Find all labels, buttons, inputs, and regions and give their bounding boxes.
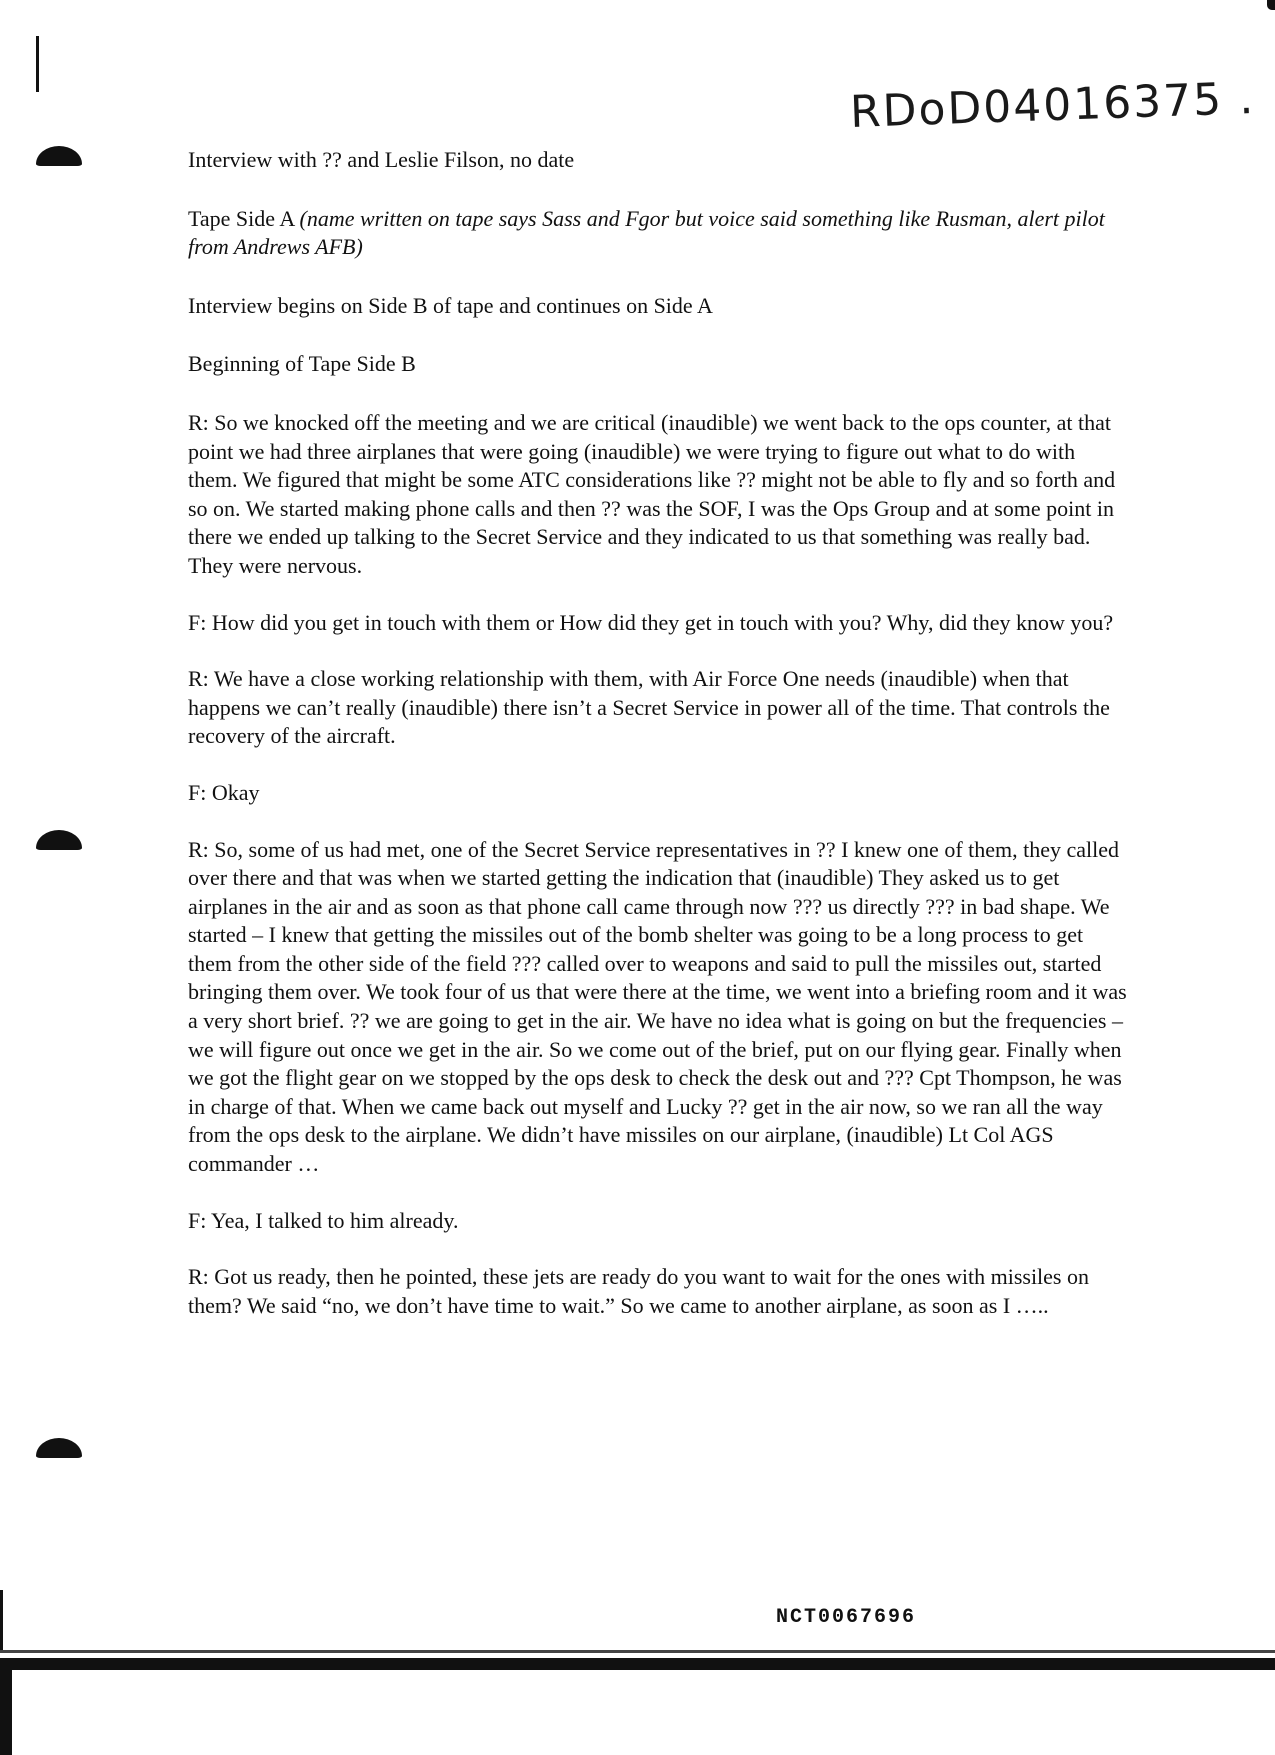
scan-bottom-thin-bar [0,1650,1275,1653]
hole-punch-mark-top [36,146,82,166]
scan-corner-mark [1267,0,1275,10]
hole-punch-mark-middle [36,830,82,850]
transcript-paragraph: R: So, some of us had met, one of the Secret Service representatives in ?? I knew one of them, they called over there and that was when we started getting the indication that (inaudible) They asked us to get airplanes in the air and as soon as that phone call came through now ??? us directly ??? in bad shape. We started – I knew that getting the missiles out of the bomb shelter was going to be a long process to get them from the other side of the field ??? called over to weapons and said to pull the missiles out, started bringing them over. We took four of us that were there at the time, we went into a briefing room and it was a very short brief. ?? we are going to get in the air. We have no idea what is going on but the frequencies – we will figure out once we get in the air. So we come out of the brief, put on our flying gear. Finally when we got the flight gear on we stopped by the ops desk to check the desk out and ??? Cpt Thompson, he was in charge of that. When we came back out myself and Lucky ?? get in the air now, so we ran all the way from the ops desk to the airplane. We didn’t have missiles on our airplane, (inaudible) Lt Col AGS commander … [188,836,1127,1177]
tape-side-a-line [188,205,1128,262]
transcript-paragraph: F: Yea, I talked to him already. [188,1207,459,1233]
transcript-paragraph: R: So we knocked off the meeting and we are critical (inaudible) we went back to the ops counter, at that point we had three airplanes that were going (inaudible) we were trying to figure out what to do with them. We figured that might be some ATC considerations like ?? might not be able to fly and so forth and so on. We started making phone calls and then ?? was the SOF, I was the Ops Group and at some point in there we ended up talking to the Secret Service and they indicated to us that something was really bad. They were nervous. [188,409,1116,578]
scan-left-margin-line [36,36,39,92]
scan-bottom-bar [0,1658,1275,1670]
transcript-paragraph: F: How did you get in touch with them or How did they get in touch with you? Why, did they know you? [188,609,1114,635]
tape-side-a-prefix: Tape Side A [188,205,300,231]
document-body [188,146,1128,1348]
handwritten-document-id: RDoD04016375 . [849,72,1256,139]
transcript-paragraph: R: Got us ready, then he pointed, these jets are ready do you want to wait for the ones with missiles on them? We said “no, we don’t have time to wait.” So we came to another airplane, as soon as I ….. [188,1264,1089,1318]
interview-header-line: Interview with ?? and Leslie Filson, no date [188,147,575,172]
hole-punch-mark-bottom [36,1438,82,1458]
interview-begins-line: Interview begins on Side B of tape and continues on Side A [188,292,713,318]
beginning-side-b-line: Beginning of Tape Side B [188,351,416,377]
transcript-paragraph: R: We have a close working relationship with them, with Air Force One needs (inaudible) when that happens we can’t really (inaudible) there isn’t a Secret Service in power all of the time. That controls the recovery of the aircraft. [188,666,1110,749]
bates-number: NCT0067696 [776,1606,917,1629]
transcript-paragraph: F: Okay [188,779,260,805]
tape-side-a-note: (name written on tape says Sass and Fgor but voice said something like Rusman, alert pilot from Andrews AFB) [188,205,1105,260]
scan-left-edge-line [0,1590,3,1650]
scan-bottom-left-bracket [0,1670,12,1755]
